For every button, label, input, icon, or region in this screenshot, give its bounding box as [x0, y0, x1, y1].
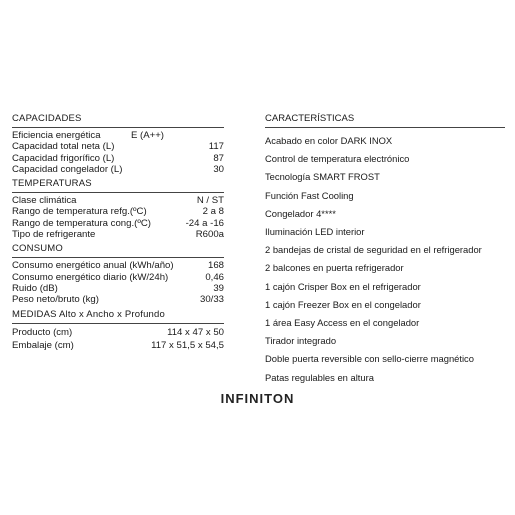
spec-row	[12, 195, 224, 206]
spec-value: 117	[208, 141, 224, 153]
features-list	[265, 132, 505, 387]
spec-value: E (A++)	[130, 130, 164, 141]
medidas-subtitle: Alto x Ancho x Profundo	[59, 308, 166, 320]
feature-item: Congelador 4****	[265, 207, 336, 219]
feature-item: 2 bandejas de cristal de seguridad en el refrigerador	[265, 244, 482, 256]
spec-value: 114 x 47 x 50	[167, 326, 224, 338]
capacidades-title: CAPACIDADES	[12, 113, 224, 128]
spec-row	[12, 272, 224, 283]
spec-row	[12, 326, 224, 340]
spec-row	[12, 206, 224, 217]
spec-row	[12, 141, 224, 152]
feature-item: 1 cajón Freezer Box en el congelador	[265, 298, 421, 310]
features-column	[265, 113, 505, 387]
feature-item: Acabado en color DARK INOX	[265, 135, 393, 146]
spec-value: 2 a 8	[202, 206, 224, 218]
spec-row	[12, 218, 224, 229]
spec-value: -24 a -16	[185, 217, 224, 229]
spec-row	[12, 130, 224, 141]
capacidades-list	[12, 130, 224, 175]
feature-item: Tecnología SMART FROST	[265, 171, 380, 183]
spec-value: 0,46	[205, 271, 224, 283]
temperaturas-list	[12, 195, 224, 240]
feature-item: Tirador integrado	[265, 335, 337, 347]
spec-label: Capacidad total neta (L)	[12, 141, 115, 153]
spec-value: R600a	[195, 229, 224, 241]
spec-value: 168	[207, 260, 224, 272]
medidas-title	[12, 309, 224, 324]
spec-value: 39	[213, 282, 224, 294]
feature-item: 1 cajón Crisper Box en el refrigerador	[265, 280, 421, 292]
spec-row	[12, 260, 224, 271]
spec-row	[12, 153, 224, 164]
temperaturas-title: TEMPERATURAS	[12, 178, 224, 193]
spec-label: Peso neto/bruto (kg)	[12, 294, 99, 306]
spec-label: Rango de temperatura refg.(ºC)	[12, 206, 147, 218]
spec-row	[12, 283, 224, 294]
spec-value: N / ST	[196, 195, 224, 207]
feature-item: Doble puerta reversible con sello-cierre magnético	[265, 353, 474, 365]
feature-item: 1 área Easy Access en el congelador	[265, 317, 420, 329]
spec-label: Ruido (dB)	[12, 282, 58, 294]
spec-row	[12, 339, 224, 353]
feature-item: Función Fast Cooling	[265, 189, 354, 201]
consumo-title: CONSUMO	[12, 243, 224, 258]
medidas-list	[12, 326, 224, 353]
spec-label: Producto (cm)	[12, 326, 73, 338]
spec-label: Embalaje (cm)	[12, 340, 74, 352]
spec-value: 117 x 51,5 x 54,5	[151, 340, 224, 352]
spec-row	[12, 164, 224, 175]
feature-item: Iluminación LED interior	[265, 226, 365, 238]
medidas-heading: MEDIDAS	[12, 308, 57, 320]
spec-label: Rango de temperatura cong.(ºC)	[12, 217, 151, 229]
consumo-list	[12, 260, 224, 305]
spec-label: Capacidad congelador (L)	[12, 163, 123, 175]
spec-label: Clase climática	[12, 195, 77, 207]
spec-label: Tipo de refrigerante	[12, 229, 96, 241]
spec-label: Consumo energético diario (kW/24h)	[12, 271, 169, 283]
spec-value: 30	[213, 163, 224, 175]
feature-item: Control de temperatura electrónico	[265, 153, 410, 165]
feature-item: 2 balcones en puerta refrigerador	[265, 262, 404, 274]
feature-item: Patas regulables en altura	[265, 371, 374, 383]
specs-column	[12, 113, 224, 353]
spec-label: Capacidad frigorífico (L)	[12, 152, 115, 164]
brand-logo: INFINITON	[220, 391, 295, 406]
spec-row	[12, 294, 224, 305]
spec-value: 87	[213, 152, 224, 164]
spec-label: Consumo energético anual (kWh/año)	[12, 260, 174, 272]
spec-label: Eficiencia energética	[12, 130, 101, 141]
caracteristicas-title: CARACTERÍSTICAS	[265, 113, 505, 128]
spec-value: 30/33	[199, 294, 224, 306]
spec-row	[12, 229, 224, 240]
